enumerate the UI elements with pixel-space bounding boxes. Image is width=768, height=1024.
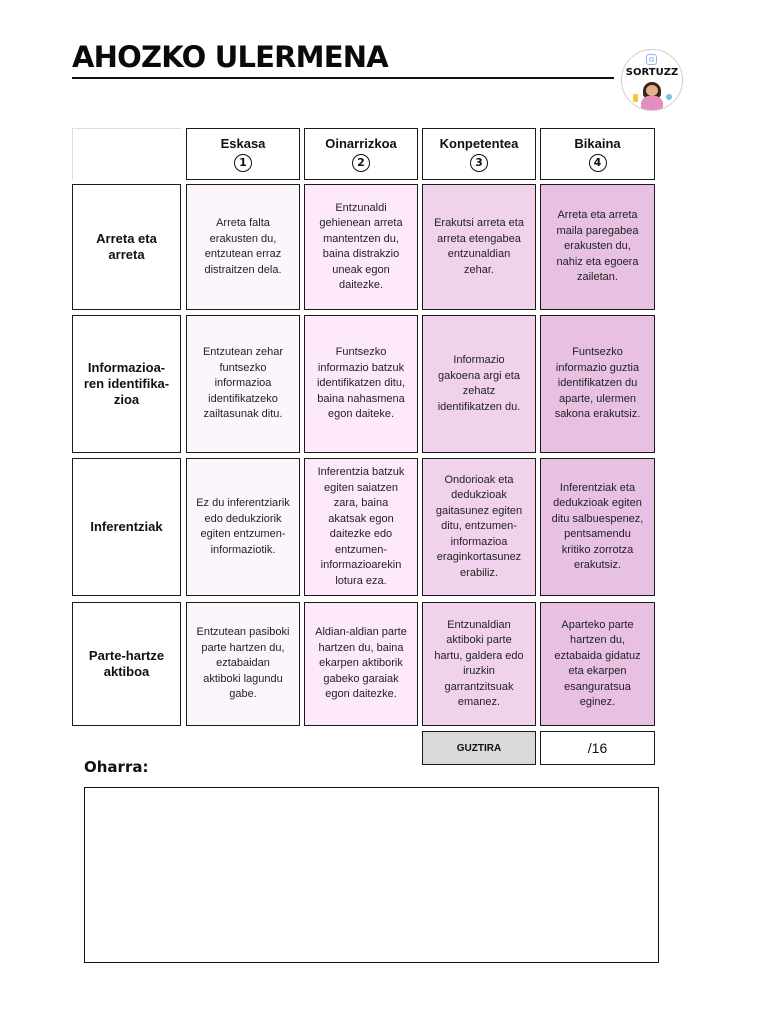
table-corner <box>72 128 181 180</box>
instagram-icon <box>646 54 657 65</box>
rubric-cell: Funtsezko informazio guztia identifikatzen du aparte, ulermen sakona erakutsiz. <box>540 315 655 453</box>
level-number-badge: 2 <box>352 154 370 172</box>
rubric-cell: Informazio gakoena argi eta zehatz identifikatzen du. <box>422 315 536 453</box>
notes-label: Oharra: <box>84 758 149 776</box>
column-header-label: Eskasa <box>220 136 266 151</box>
rubric-cell: Aparteko parte hartzen du, eztabaida gidatuz eta ekarpen esanguratsua eginez. <box>540 602 655 726</box>
rubric-cell: Arreta falta erakusten du, entzutean erraz distraitzen dela. <box>186 184 300 310</box>
column-header-label: Oinarrizkoa <box>325 136 397 151</box>
level-number-badge: 3 <box>470 154 488 172</box>
page-title: AHOZKO ULERMENA <box>72 40 388 74</box>
rubric-cell: Ez du inferentziarik edo dedukziorik egiten entzumen-informaziotik. <box>186 458 300 596</box>
column-header-label: Bikaina <box>574 136 621 151</box>
criterion-label: Arreta eta arreta <box>72 184 181 310</box>
criterion-label: Informazioa-ren identifika-zioa <box>72 315 181 453</box>
rubric-cell: Entzutean pasiboki parte hartzen du, eztabaidan aktiboki lagundu gabe. <box>186 602 300 726</box>
rubric-cell: Ondorioak eta dedukzioak gaitasunez egiten ditu, entzumen-informazioa eraginkortasunez erabiliz. <box>422 458 536 596</box>
total-score: /16 <box>540 731 655 765</box>
sortuzz-logo <box>621 49 683 111</box>
column-header-bikaina <box>540 128 655 180</box>
rubric-cell: Entzunaldian aktiboki parte hartu, galdera edo iruzkin garrantzitsuak emanez. <box>422 602 536 726</box>
rubric-cell: Inferentziak eta dedukzioak egiten ditu salbuespenez, pentsamendu kritiko zorrotza erakutsiz. <box>540 458 655 596</box>
level-number-badge: 1 <box>234 154 252 172</box>
rubric-cell: Funtsezko informazio batzuk identifikatzen ditu, baina nahasmena egon daiteke. <box>304 315 418 453</box>
rubric-cell: Erakutsi arreta eta arreta etengabea entzunaldian zehar. <box>422 184 536 310</box>
column-header-label: Konpetentea <box>439 136 519 151</box>
rubric-cell: Entzutean zehar funtsezko informazioa identifikatzeko zailtasunak ditu. <box>186 315 300 453</box>
criterion-label: Parte-hartze aktiboa <box>72 602 181 726</box>
column-header-konpetentea <box>422 128 536 180</box>
column-header-oinarrizkoa <box>304 128 418 180</box>
rubric-cell: Inferentzia batzuk egiten saiatzen zara, baina akatsak egon daitezke edo entzumen-informazioarekin lotura eza. <box>304 458 418 596</box>
title-underline <box>72 77 614 79</box>
total-label: GUZTIRA <box>422 731 536 765</box>
logo-text: SORTUZZ <box>625 67 679 78</box>
rubric-cell: Entzunaldi gehienean arreta mantentzen du, baina distrakzio uneak egon daitezke. <box>304 184 418 310</box>
column-header-eskasa <box>186 128 300 180</box>
rubric-cell: Aldian-aldian parte hartzen du, baina ekarpen aktiborik gabeko garaiak egon daitezke. <box>304 602 418 726</box>
criterion-label: Inferentziak <box>72 458 181 596</box>
rubric-cell: Arreta eta arreta maila paregabea erakusten du, nahiz eta egoera zailetan. <box>540 184 655 310</box>
notes-box[interactable] <box>84 787 659 963</box>
level-number-badge: 4 <box>589 154 607 172</box>
